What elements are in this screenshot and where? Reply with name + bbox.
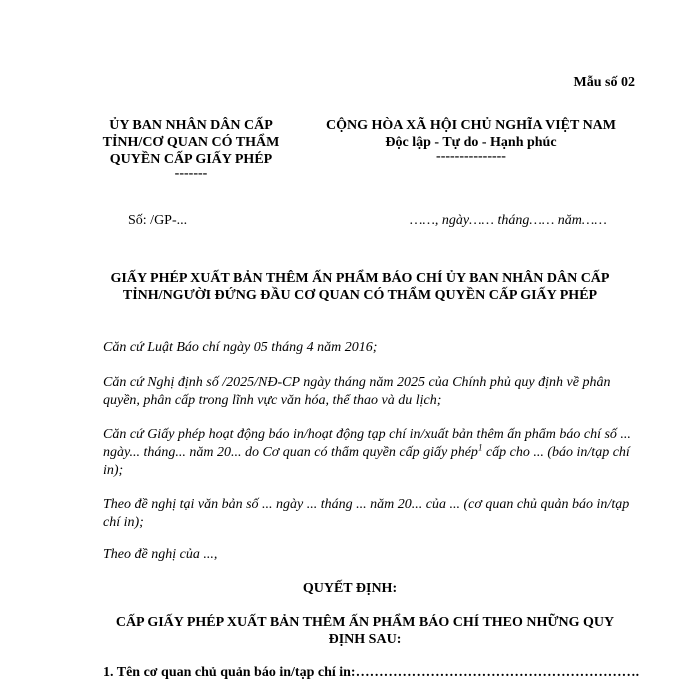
- legal-basis-3-tail: cấp cho ... (báo in/tạp chí in);: [103, 445, 630, 478]
- legal-basis-2: Căn cứ Nghị định số /2025/NĐ-CP ngày tháng năm 2025 của Chính phủ quy định về phân quyền, phân cấp trong lĩnh vực văn hóa, thể thao và du lịch;: [103, 375, 611, 408]
- document-title: GIẤY PHÉP XUẤT BẢN THÊM ẤN PHẨM BÁO CHÍ ỦY BAN NHÂN DÂN CẤP TỈNH/NGƯỜI ĐỨNG ĐẦU CƠ QUAN CÓ THẨM QUYỀN CẤP GIẤY PHÉP: [110, 271, 610, 303]
- legal-basis-1: Căn cứ Luật Báo chí ngày 05 tháng 4 năm 2016;: [103, 340, 378, 355]
- legal-basis-4: Theo đề nghị tại văn bản số ... ngày ... tháng ... năm 20... của ... (cơ quan chủ quản báo in/tạp chí in);: [103, 497, 630, 530]
- grant-heading: CẤP GIẤY PHÉP XUẤT BẢN THÊM ẤN PHẨM BÁO CHÍ THEO NHỮNG QUY ĐỊNH SAU:: [115, 615, 615, 647]
- legal-basis-5: Theo đề nghị của ...,: [103, 547, 218, 562]
- form-number: Mẫu số 02: [573, 75, 635, 90]
- national-motto: Độc lập - Tự do - Hạnh phúc: [385, 135, 557, 150]
- country-name: CỘNG HÒA XÃ HỘI CHỦ NGHĨA VIỆT NAM: [325, 118, 616, 133]
- legal-basis-3: [103, 426, 643, 480]
- issuer-header: [96, 117, 286, 180]
- issuer-separator: -------: [174, 166, 208, 181]
- document-number: Số: /GP-...: [128, 213, 188, 228]
- item-1: 1. Tên cơ quan chủ quản báo in/tạp chí in:…………………………………………………….: [103, 665, 640, 680]
- place-date: ……, ngày…… tháng…… năm……: [410, 213, 607, 228]
- legal-basis-3-text: Căn cứ Giấy phép hoạt động báo in/hoạt động tạp chí in/xuất bản thêm ấn phẩm báo chí số ... ngày... tháng... năm 20... do Cơ quan có thẩm quyền cấp giấy phép: [103, 427, 631, 460]
- footnote-marker: 1: [477, 442, 483, 453]
- national-header: [296, 117, 646, 163]
- decision-heading: QUYẾT ĐỊNH:: [302, 581, 398, 596]
- motto-separator: ---------------: [436, 149, 506, 164]
- issuer-name: ỦY BAN NHÂN DÂN CẤP TỈNH/CƠ QUAN CÓ THẨM QUYỀN CẤP GIẤY PHÉP: [102, 118, 280, 167]
